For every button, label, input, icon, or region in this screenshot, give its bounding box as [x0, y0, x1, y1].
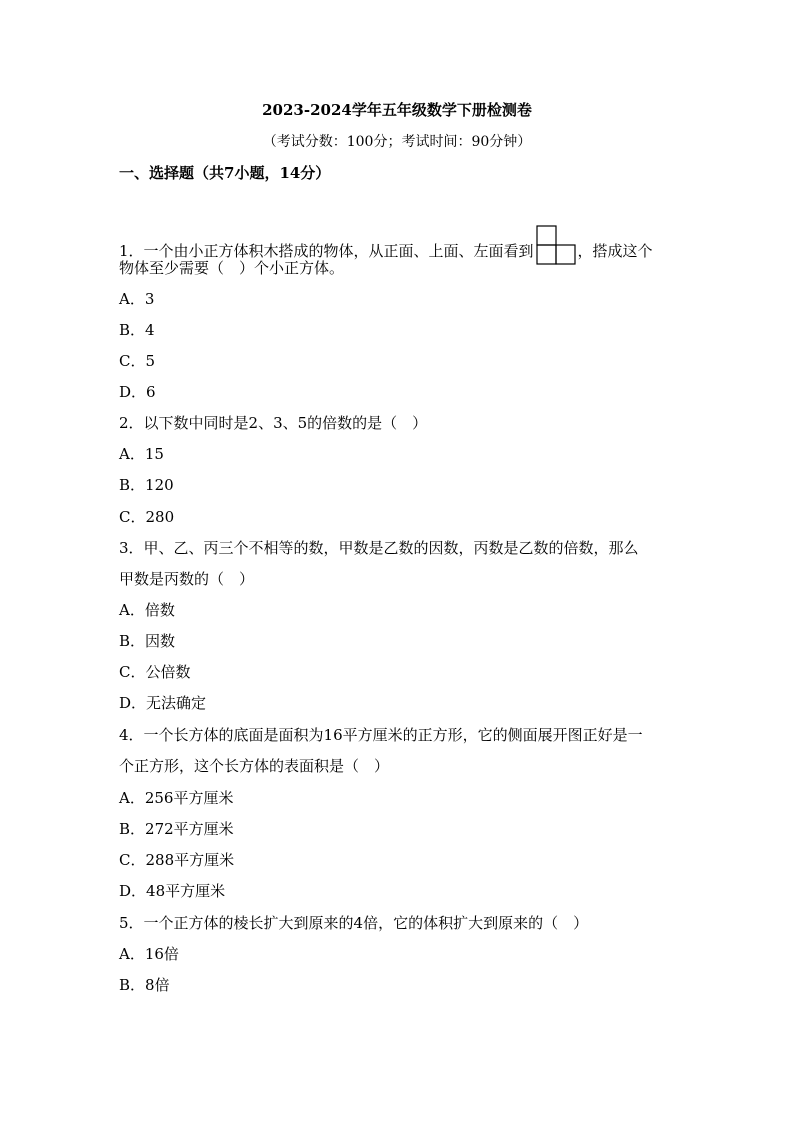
- question-2-option-b: B．120: [119, 476, 174, 494]
- question-4-option-b: B．272平方厘米: [119, 820, 234, 838]
- question-1-option-a: A．3: [119, 290, 155, 308]
- question-1-stem-line-2: 物体至少需要（ ）个小正方体。: [119, 259, 345, 277]
- question-4-option-d: D．48平方厘米: [119, 882, 226, 900]
- question-5-stem: 5．一个正方体的棱长扩大到原来的4倍，它的体积扩大到原来的（ ）: [119, 914, 589, 932]
- question-4-option-a: A．256平方厘米: [119, 789, 234, 807]
- question-4-option-c: C．288平方厘米: [119, 851, 235, 869]
- question-2-stem: 2．以下数中同时是2、3、5的倍数的是（ ）: [119, 414, 428, 432]
- exam-title: 2023-2024学年五年级数学下册检测卷: [262, 101, 532, 119]
- question-5-option-a: A．16倍: [119, 945, 179, 963]
- figure-bottom-right-square: [556, 245, 575, 264]
- question-3-stem-line-1: 3．甲、乙、丙三个不相等的数，甲数是乙数的因数，丙数是乙数的倍数，那么: [119, 539, 639, 557]
- exam-subtitle: （考试分数：100分；考试时间：90分钟）: [262, 134, 532, 150]
- figure-top-square: [537, 226, 556, 245]
- question-4-stem-line-1: 4．一个长方体的底面是面积为16平方厘米的正方形，它的侧面展开图正好是一: [119, 726, 643, 744]
- three-view-figure: [535, 224, 577, 266]
- question-1-option-c: C．5: [119, 352, 156, 370]
- question-1-stem-text-b: ，搭成这个: [577, 242, 653, 260]
- question-3-option-d: D．无法确定: [119, 694, 207, 712]
- question-2-option-c: C．280: [119, 508, 175, 526]
- section-heading: 一、选择题（共7小题，14分）: [119, 164, 331, 182]
- question-3-option-a: A．倍数: [119, 601, 175, 619]
- question-2-option-a: A．15: [119, 445, 164, 463]
- question-4-stem-line-2: 个正方形，这个长方体的表面积是（ ）: [119, 757, 390, 775]
- question-5-option-b: B．8倍: [119, 976, 170, 994]
- question-1-option-d: D．6: [119, 383, 156, 401]
- question-3-stem-line-2: 甲数是丙数的（ ）: [119, 570, 255, 588]
- question-1-option-b: B．4: [119, 321, 155, 339]
- question-3-option-b: B．因数: [119, 632, 176, 650]
- figure-bottom-left-square: [537, 245, 556, 264]
- question-1-stem-text-a: 1．一个由小正方体积木搭成的物体，从正面、上面、左面看到: [119, 242, 534, 260]
- question-3-option-c: C．公倍数: [119, 663, 191, 681]
